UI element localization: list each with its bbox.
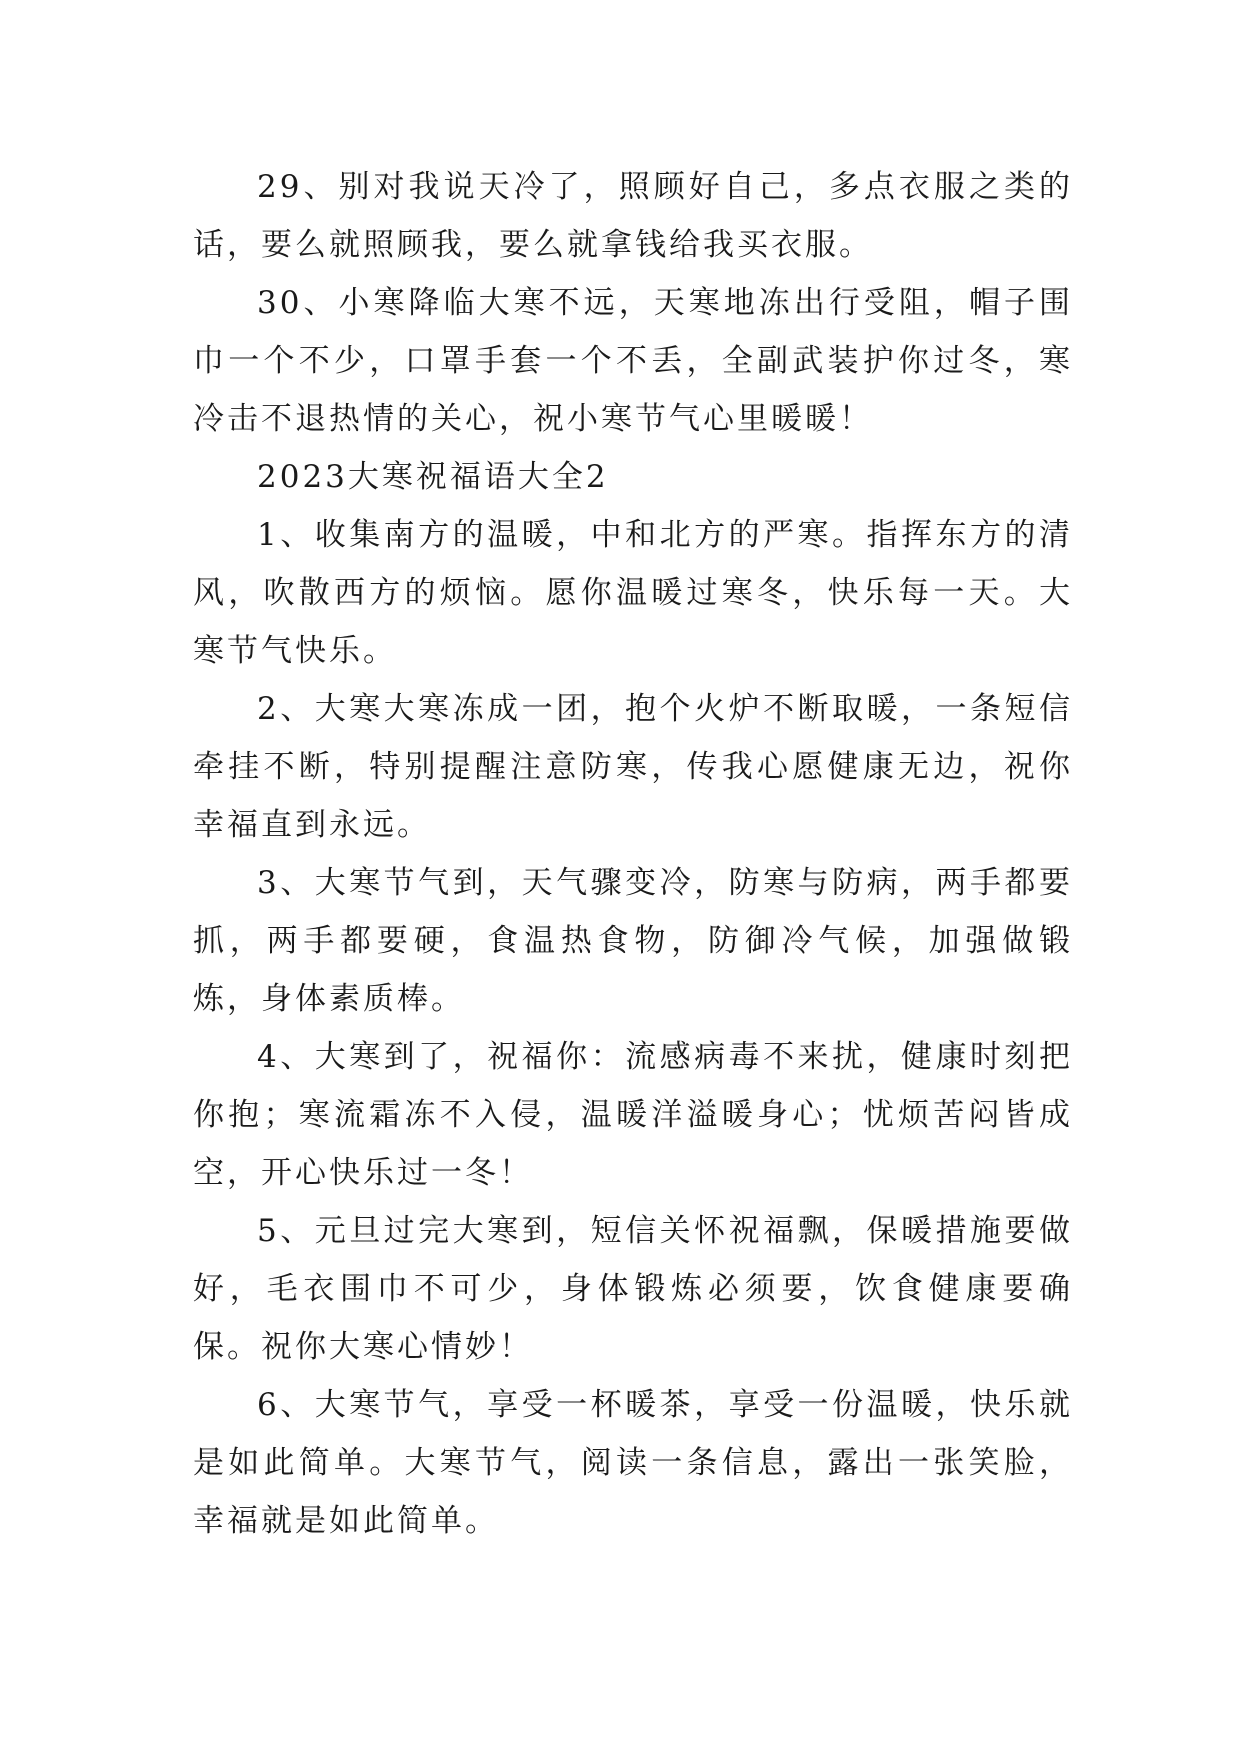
document-body xyxy=(193,158,1073,1550)
paragraph-4: 4、大寒到了，祝福你：流感病毒不来扰，健康时刻把你抱；寒流霜冻不入侵，温暖洋溢暖身心；忧烦苦闷皆成空，开心快乐过一冬！ xyxy=(193,1039,1073,1191)
paragraph-6: 6、大寒节气，享受一杯暖茶，享受一份温暖，快乐就是如此简单。大寒节气，阅读一条信息，露出一张笑脸，幸福就是如此简单。 xyxy=(193,1387,1073,1539)
section-heading: 2023大寒祝福语大全2 xyxy=(257,459,609,495)
paragraph-29: 29、别对我说天冷了，照顾好自己，多点衣服之类的话，要么就照顾我，要么就拿钱给我买衣服。 xyxy=(193,169,1073,263)
paragraph-2: 2、大寒大寒冻成一团，抱个火炉不断取暖，一条短信牵挂不断，特别提醒注意防寒，传我心愿健康无边，祝你幸福直到永远。 xyxy=(193,691,1073,843)
paragraph-1: 1、收集南方的温暖，中和北方的严寒。指挥东方的清风，吹散西方的烦恼。愿你温暖过寒冬，快乐每一天。大寒节气快乐。 xyxy=(193,517,1073,669)
paragraph-3: 3、大寒节气到，天气骤变冷，防寒与防病，两手都要抓，两手都要硬，食温热食物，防御冷气候，加强做锻炼，身体素质棒。 xyxy=(193,865,1073,1017)
paragraph-30: 30、小寒降临大寒不远，天寒地冻出行受阻，帽子围巾一个不少，口罩手套一个不丢，全副武装护你过冬，寒冷击不退热情的关心，祝小寒节气心里暖暖！ xyxy=(193,285,1073,437)
paragraph-5: 5、元旦过完大寒到，短信关怀祝福飘，保暖措施要做好，毛衣围巾不可少，身体锻炼必须要，饮食健康要确保。祝你大寒心情妙！ xyxy=(193,1213,1073,1365)
